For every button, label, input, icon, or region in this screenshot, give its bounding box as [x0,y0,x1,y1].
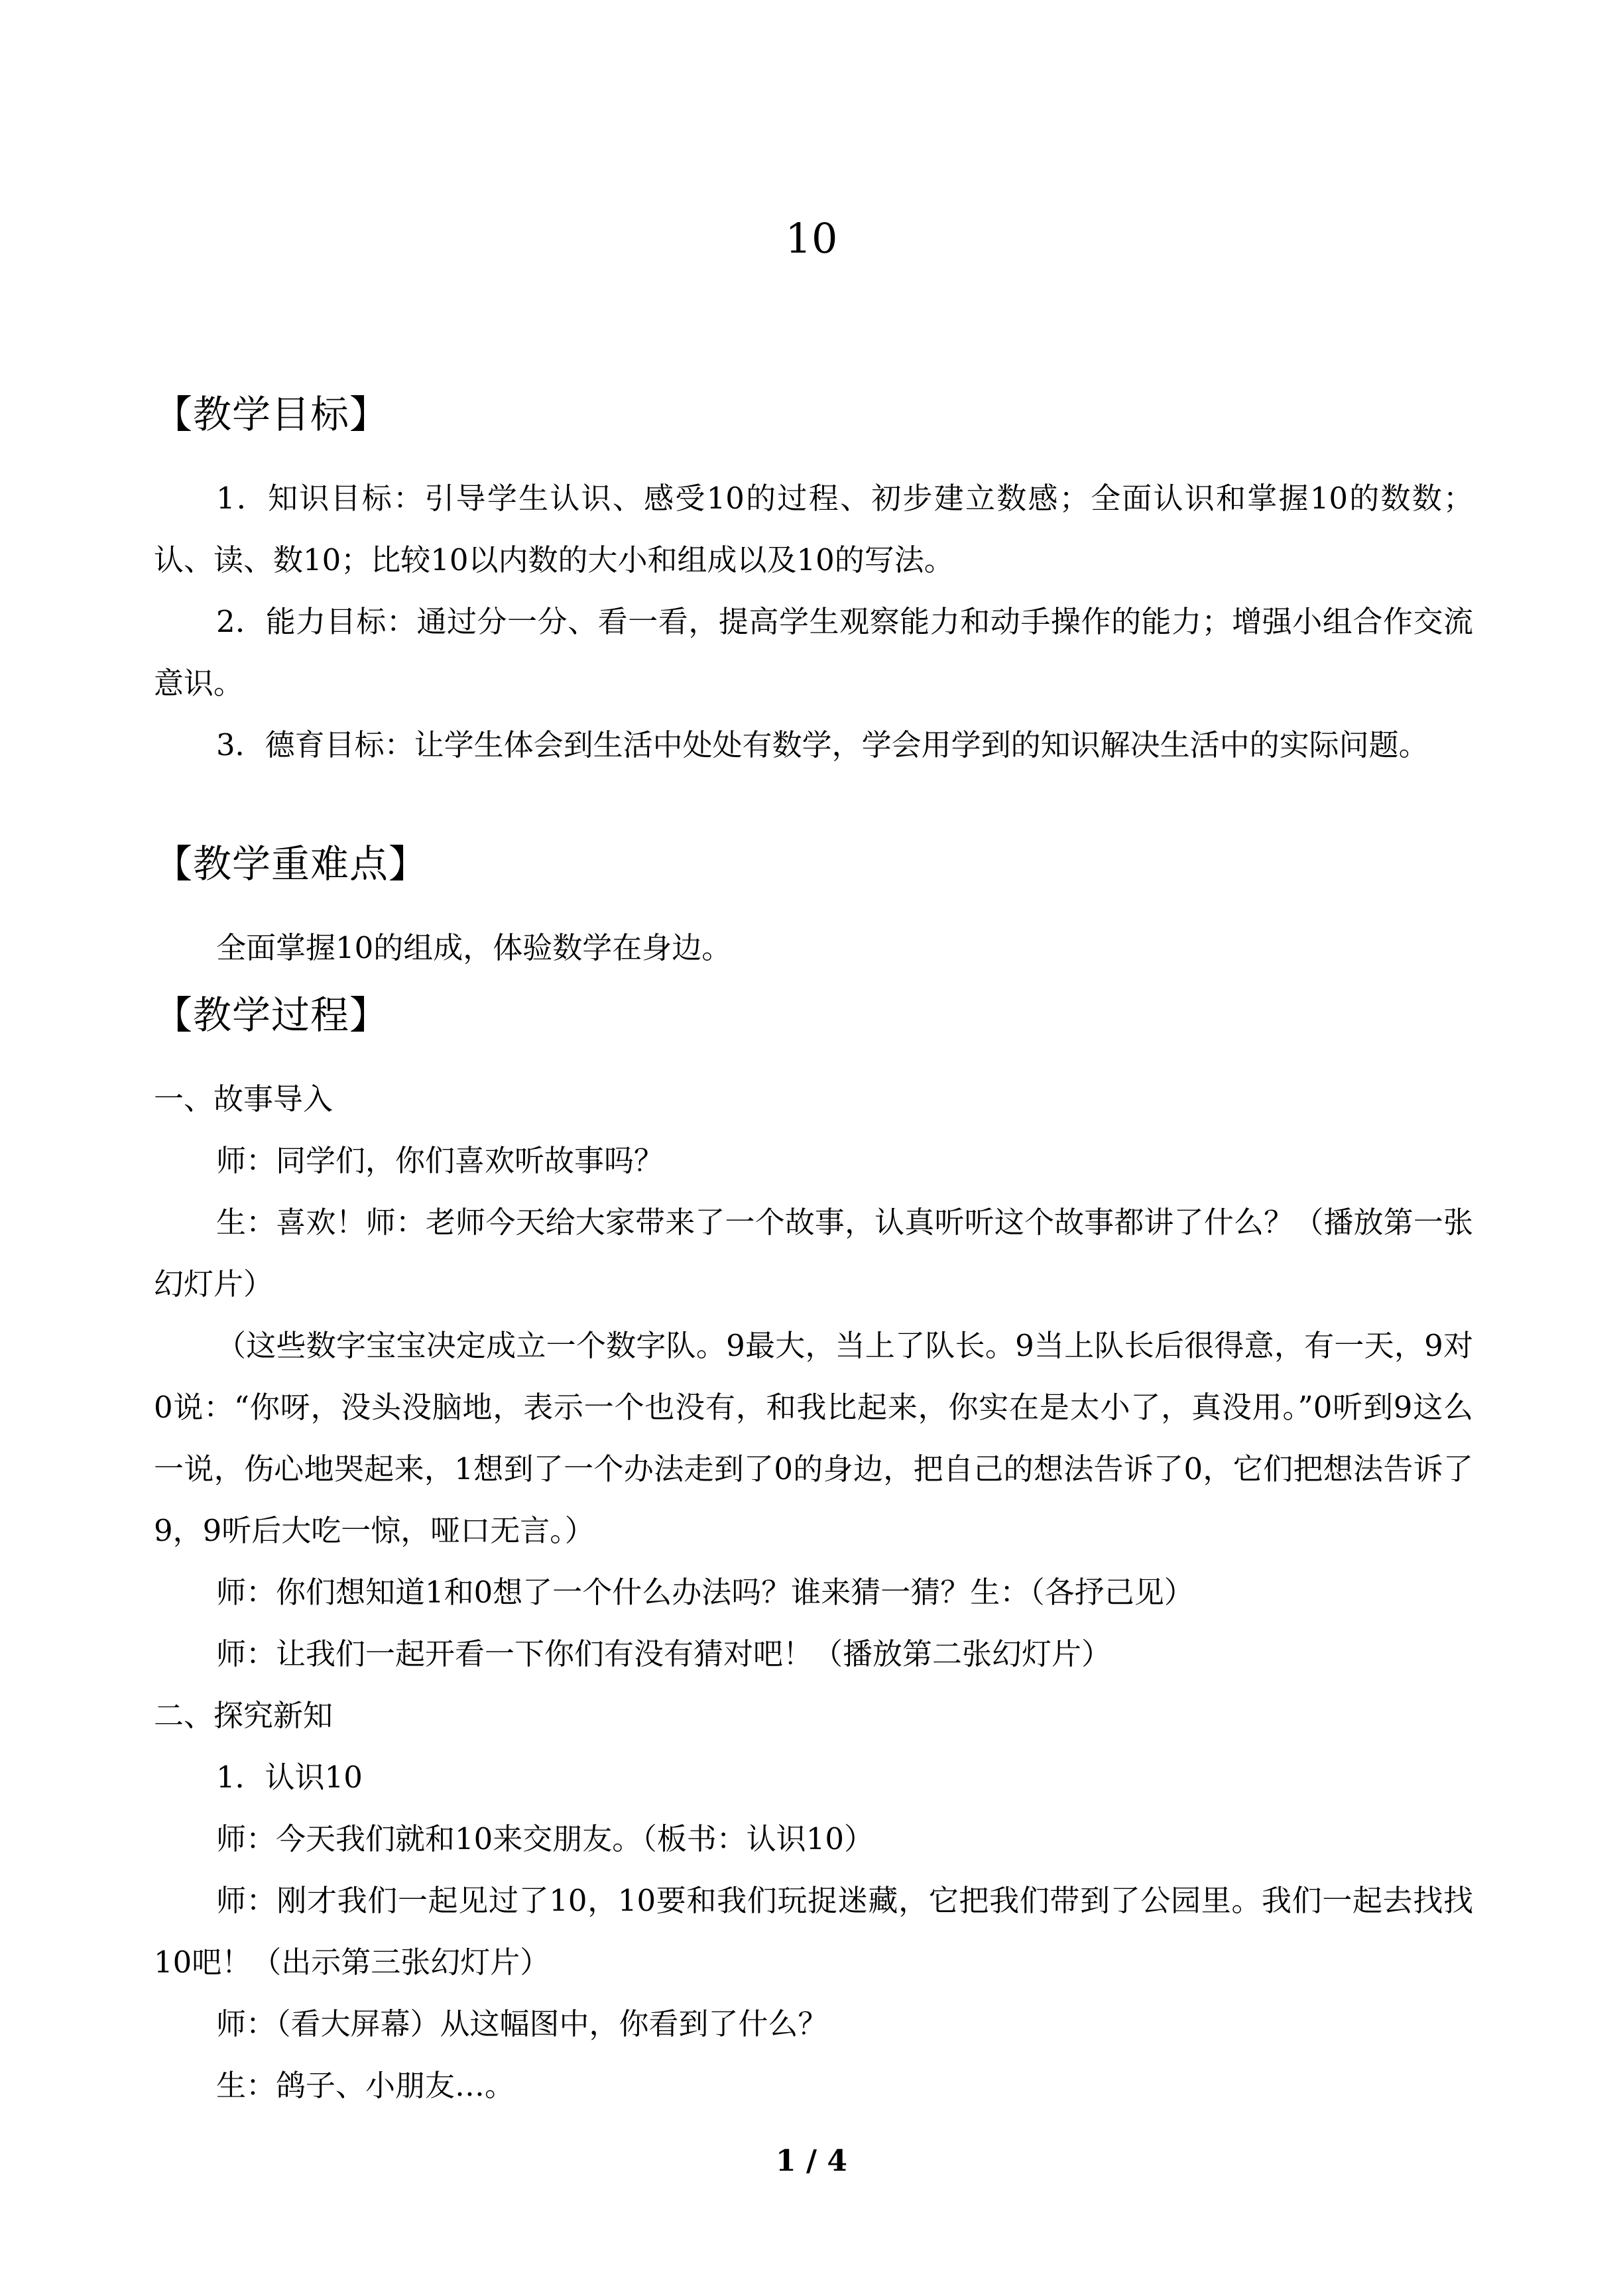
process-part1-story: （这些数字宝宝决定成立一个数字队。9最大，当上了队长。9当上队长后很得意，有一天，9对0说：“你呀，没头没脑地，表示一个也没有，和我比起来，你实在是太小了，真没用。”0听到9这么一说，伤心地哭起来，1想到了一个办法走到了0的身边，把自己的想法告诉了0，它们把想法告诉了9，9听后大吃一惊，哑口无言。） [154,1328,1473,1548]
objective-moral: 3．德育目标：让学生体会到生活中处处有数学，学会用学到的知识解决生活中的实际问题。 [216,727,1429,762]
process-part1-line: 师：让我们一起开看一下你们有没有猜对吧！（播放第二张幻灯片） [216,1636,1112,1671]
process-part2-title: 二、探究新知 [154,1698,333,1733]
process-part1-line: 师：同学们，你们喜欢听故事吗？ [216,1143,664,1178]
process-part1-title: 一、故事导入 [154,1081,333,1117]
heading-objectives: 【教学目标】 [154,392,389,437]
process-part2-line: 生：鸽子、小朋友…。 [216,2068,515,2103]
process-part2-line: 师：今天我们就和10来交朋友。（板书：认识10） [216,1821,874,1856]
process-part2-line: 师：刚才我们一起见过了10，10要和我们玩捉迷藏，它把我们带到了公园里。我们一起去找找10吧！（出示第三张幻灯片） [154,1883,1473,1980]
heading-key-points: 【教学重难点】 [154,841,428,886]
process-part1-line: 生：喜欢！师：老师今天给大家带来了一个故事，认真听听这个故事都讲了什么？（播放第一张幻灯片） [154,1205,1473,1301]
heading-process: 【教学过程】 [154,993,389,1038]
process-part2-line: 师：（看大屏幕）从这幅图中，你看到了什么？ [216,2006,828,2041]
objective-knowledge: 1．知识目标：引导学生认识、感受10的过程、初步建立数感；全面认识和掌握10的数数；认、读、数10；比较10以内数的大小和组成以及10的写法。 [154,481,1473,577]
objective-ability: 2．能力目标：通过分一分、看一看，提高学生观察能力和动手操作的能力；增强小组合作交流意识。 [154,604,1473,701]
key-points-text: 全面掌握10的组成，体验数学在身边。 [216,930,732,965]
process-part2-line: 1．认识10 [216,1760,363,1795]
process-part1-line: 师：你们想知道1和0想了一个什么办法吗？谁来猜一猜？生：（各抒己见） [216,1575,1194,1610]
page-number: 1 / 4 [776,2144,847,2178]
document-title: 10 [785,214,838,263]
